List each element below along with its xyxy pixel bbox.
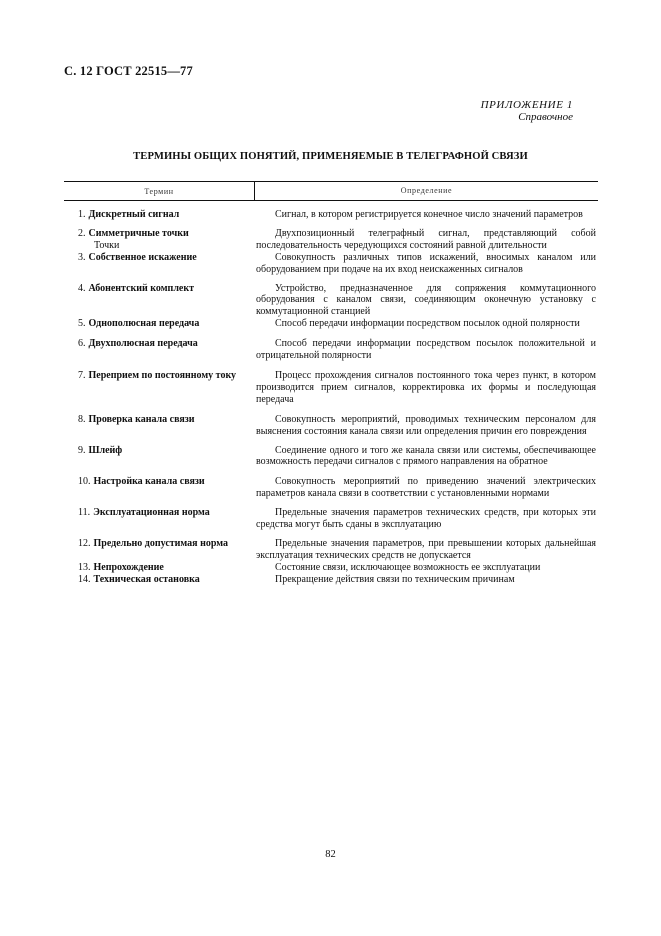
table-row [64,574,598,586]
term-name: Собственное искажение [88,251,197,263]
term-number: 1. [78,209,86,220]
definition-cell: Процесс прохождения сигналов постоянного тока через пункт, в котором производится прием сигналов, корректировка их формы и последующая передача [256,369,596,405]
term-name: Непрохождение [93,561,164,573]
term-number: 2. [78,227,86,239]
definition-cell: Двухпозиционный телеграфный сигнал, представляющий собой последовательность чередующихся состояний равной длительности [256,227,596,251]
appendix-title: ПРИЛОЖЕНИЕ 1 [480,99,573,111]
term-cell [64,370,254,406]
term-name: Однополюсная передача [88,318,200,330]
term-cell [64,538,254,562]
table-row [64,209,598,221]
term-cell [64,338,254,362]
term-number: 12. [78,537,91,549]
term-number: 8. [78,413,86,425]
column-header-term: Термин [144,186,174,196]
term-cell [64,574,254,586]
term-number: 3. [78,251,86,263]
definition-cell: Соединение одного и того же канала связи или системы, обеспечивающее возможность передачи сигналов с прямого направления на обратное [256,444,596,468]
term-cell [64,414,254,438]
definition-cell: Состояние связи, исключающее возможность ее эксплуатации [275,561,541,573]
term-cell [64,318,254,330]
table-row [64,283,598,319]
table-row [64,318,598,330]
term-synonym: Точки [94,239,120,251]
term-cell [64,507,254,531]
term-cell [64,283,254,319]
definition-cell: Предельные значения параметров, при превышении которых дальнейшая эксплуатация технических средств не допускается [256,537,596,561]
term-name: Техническая остановка [93,573,200,585]
term-number: 7. [78,369,86,381]
appendix-subtitle: Справочное [518,111,573,123]
definition-cell: Совокупность различных типов искажений, вносимых каналом или оборудованием при подаче на их вход неискаженных сигналов [256,251,596,275]
term-number: 14. [78,573,91,585]
definition-cell: Совокупность мероприятий, проводимых техническим персоналом для выяснения состояния канала связи или определения причин его повреждения [256,413,596,437]
appendix-label [481,99,573,123]
page-header: С. 12 ГОСТ 22515—77 [64,64,193,78]
term-number: 10. [78,476,91,488]
term-name: Предельно допустимая норма [93,537,228,549]
term-name: Шлейф [88,444,123,456]
terms-table [64,181,598,586]
table-row [64,445,598,469]
term-cell [64,228,254,252]
term-number: 4. [78,282,86,294]
table-body [64,201,598,586]
definition-cell: Способ передачи информации посредством посылок положительной и отрицательной полярности [256,338,596,362]
term-name: Двухполюсная передача [88,338,198,350]
term-number: 5. [78,318,86,330]
term-cell [64,445,254,469]
term-cell [64,209,254,221]
definition-cell: Прекращение действия связи по техническим причинам [275,573,515,585]
term-cell [64,476,254,500]
term-name: Настройка канала связи [93,476,205,488]
term-name: Дискретный сигнал [88,209,180,220]
table-row [64,414,598,438]
table-row [64,507,598,531]
term-name: Переприем по постоянному току [88,369,237,381]
definition-cell: Совокупность мероприятий по приведению значений электрических параметров канала связи в соответствии с установленными нормами [256,476,596,500]
term-name: Симметричные точки [88,227,189,239]
table-header [64,181,598,201]
term-cell [64,562,254,574]
table-row [64,370,598,406]
column-header-definition: Определение [254,182,598,200]
term-number: 9. [78,444,86,456]
table-row [64,562,598,574]
table-row [64,538,598,562]
term-number: 6. [78,338,86,350]
table-row [64,338,598,362]
table-row [64,228,598,252]
term-number: 13. [78,561,91,573]
document-title: ТЕРМИНЫ ОБЩИХ ПОНЯТИЙ, ПРИМЕНЯЕМЫЕ В ТЕЛЕГРАФНОЙ СВЯЗИ [133,151,528,162]
term-name: Эксплуатационная норма [93,507,210,519]
definition-cell: Предельные значения параметров технических средств, при которых эти средства могут быть сданы в эксплуатацию [256,507,596,531]
term-number: 11. [78,507,91,519]
definition-cell: Сигнал, в котором регистрируется конечное число значений параметров [275,209,583,220]
definition-cell: Способ передачи информации посредством посылок одной полярности [275,318,580,330]
term-name: Проверка канала связи [88,413,195,425]
page-number: 82 [325,849,336,860]
term-name: Абонентский комплект [88,282,195,294]
table-row [64,252,598,276]
term-cell [64,252,254,276]
definition-cell: Устройство, предназначенное для сопряжения коммутационного оборудования с каналом связи, соединяющим оконечную установку с коммутационной станцией [256,282,596,318]
table-row [64,476,598,500]
